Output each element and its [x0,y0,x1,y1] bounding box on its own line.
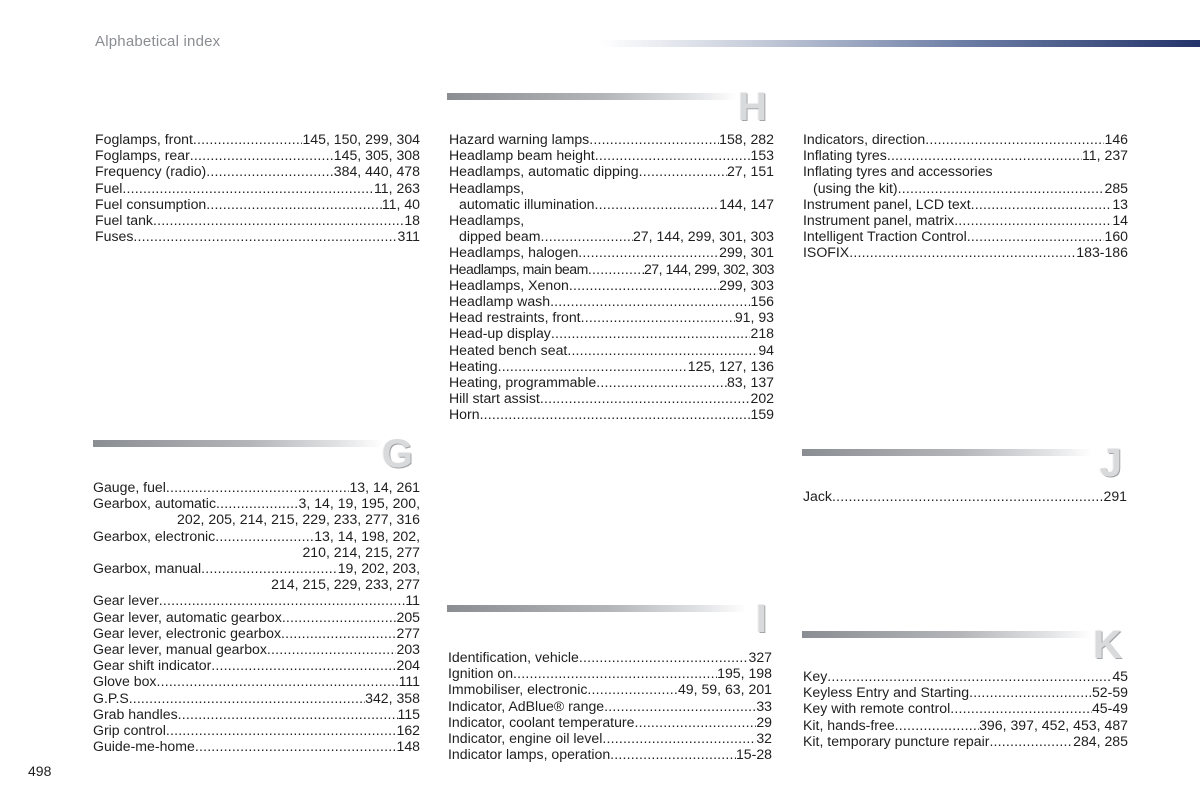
entry-term: automatic illumination [459,195,595,212]
dot-leader [604,698,756,714]
entry-pages: 284, 285 [1073,732,1128,749]
entry-pages: 145, 305, 308 [333,147,420,164]
index-entry [93,673,420,689]
index-entry [449,244,774,260]
entry-pages-continued: 210, 214, 215, 277 [302,543,420,560]
dot-leader [581,309,735,325]
entry-pages: 183-186 [1076,244,1128,261]
dot-leader [159,592,406,608]
index-entry [448,665,772,681]
dot-leader [587,681,678,697]
dot-leader [588,261,644,277]
section-g-letter: G [381,432,413,476]
entry-pages: 311 [397,228,420,245]
entry-pages-continued: 214, 215, 229, 233, 277 [271,576,420,593]
entry-pages: 13 [1112,195,1128,212]
entry-pages: 162 [396,722,420,739]
entry-pages: 203 [396,641,420,658]
dot-leader [281,625,396,641]
entry-term: Indicator, coolant temperature [448,713,635,730]
index-entry [803,147,1128,163]
entry-term: Fuel tank [95,212,153,229]
index-entry [449,374,774,390]
dot-leader [190,147,334,163]
entry-term: Intelligent Traction Control [803,228,967,245]
index-entry [448,681,772,697]
index-entry [95,196,420,212]
entry-pages: 396, 397, 452, 453, 487 [979,716,1128,733]
entry-pages: 32 [756,730,772,747]
entry-pages: 13, 14, 261 [349,479,420,495]
entry-pages: 13, 14, 198, 202, [314,527,420,544]
dot-leader [832,488,1104,504]
entry-pages: 384, 440, 478 [333,163,420,180]
entry-pages: 202 [750,390,774,407]
entry-pages: 91, 93 [734,309,774,326]
entry-pages: 153 [750,147,774,164]
dot-leader [849,244,1076,260]
entry-term: Ignition on [448,665,514,682]
index-entry [93,657,420,673]
index-entry [449,390,774,406]
index-entry [93,495,420,527]
entry-pages: 94 [758,341,774,358]
dot-leader [541,228,633,244]
dot-leader [969,684,1092,700]
entry-term: Frequency (radio) [95,163,207,180]
dot-leader [898,180,1105,196]
dot-leader [595,196,720,212]
dot-leader [133,690,365,706]
entry-pages: 11, 40 [381,195,420,212]
index-entry [93,690,420,706]
entry-pages: 159 [750,406,774,423]
index-entry [93,625,420,641]
entry-term: Identification, vehicle [448,649,579,665]
entry-pages: 299, 303 [719,276,774,293]
entry-pages: 218 [750,325,774,342]
index-entry [449,342,774,358]
section-f-entries [95,131,420,244]
index-entry [448,649,772,665]
section-j-entries [803,488,1127,504]
index-entry [93,560,420,592]
entry-pages: 144, 147 [719,195,774,212]
entry-pages: 145, 150, 299, 304 [302,131,420,147]
entry-pages: 27, 151 [726,163,774,180]
entry-term: Gear shift indicator [93,657,212,674]
index-entry [93,479,420,495]
entry-term: Hazard warning lamps [449,131,590,147]
dot-leader [551,325,751,341]
section-h-entries [449,131,774,423]
entry-term: Indicator, engine oil level [448,730,603,747]
dot-leader [540,390,751,406]
section-h-letter: H [738,85,767,129]
dot-leader [954,212,1112,228]
section-j-bar [802,449,1092,456]
dot-leader [133,228,397,244]
dot-leader [193,131,303,147]
index-entry [803,196,1128,212]
index-entry [93,738,420,754]
entry-term: Instrument panel, matrix [803,212,955,229]
entry-pages: 3, 14, 19, 195, 200, [298,495,420,512]
index-entry [448,746,772,762]
entry-pages: 327 [748,649,772,665]
index-entry [449,131,774,147]
page-number: 498 [28,763,52,779]
index-entry [449,325,774,341]
index-entry [803,700,1128,716]
index-entry [93,528,420,560]
dot-leader [595,147,751,163]
index-entry [803,244,1128,260]
dot-leader [480,406,751,422]
dot-leader [925,131,1104,147]
dot-leader [579,649,749,665]
section-h-bar [447,93,737,100]
dot-leader [589,131,719,147]
entry-pages: 14 [1112,212,1128,229]
index-entry [95,212,420,228]
entry-heading: Headlamps, [449,179,525,196]
entry-term: Gauge, fuel [93,479,166,495]
entry-pages: 45-49 [1091,700,1128,717]
index-entry [448,698,772,714]
dot-leader [610,746,736,762]
section-j-letter: J [1099,441,1122,485]
dot-leader [596,374,727,390]
index-entry [803,733,1128,749]
index-entry [95,228,420,244]
index-entry [95,163,420,179]
dot-leader [567,342,758,358]
entry-pages: 19, 202, 203, [337,560,420,577]
entry-pages: 27, 144, 299, 301, 303 [632,228,774,245]
index-entry [803,163,1128,195]
entry-pages: 18 [404,212,420,229]
dot-leader [498,358,688,374]
dot-leader [989,733,1073,749]
entry-term: dipped beam [459,228,541,245]
entry-term: Headlamp beam height [449,147,595,164]
index-entry [449,277,774,293]
entry-term: Foglamps, front [95,131,193,147]
index-entry [449,358,774,374]
header-title: Alphabetical index [95,33,221,50]
entry-term: Gear lever, electronic gearbox [93,624,282,641]
entry-term: Grip control [93,722,166,739]
entry-term: Jack [803,488,832,504]
entry-term: Grab handles [93,705,178,722]
dot-leader [206,196,382,212]
entry-pages: 291 [1103,488,1127,504]
entry-term: Heated bench seat [449,341,568,358]
index-entry [449,180,774,212]
dot-leader [122,180,374,196]
entry-term: Fuses [95,228,134,245]
entry-pages: 156 [750,293,774,310]
entry-pages: 111 [398,673,420,690]
dot-leader [578,244,719,260]
dot-leader [153,212,404,228]
index-entry [803,131,1128,147]
entry-term: Gear lever, automatic gearbox [93,608,282,625]
entry-term: Headlamps, main beam [449,260,588,277]
entry-term: Gearbox, manual [93,560,202,577]
index-entry [803,488,1127,504]
entry-term: Indicators, direction [803,131,926,147]
section-k-letter: K [1093,623,1122,667]
index-entry [93,592,420,608]
entry-pages: 125, 127, 136 [687,357,774,374]
index-entry [803,717,1128,733]
entry-term: Immobiliser, electronic [448,681,588,698]
entry-pages: 33 [756,697,772,714]
entry-term: Gearbox, automatic [93,495,216,512]
entry-term: Instrument panel, LCD text [803,195,971,212]
index-entry [93,706,420,722]
header-bar [600,40,1200,47]
index-entry [803,668,1128,684]
entry-term: Headlamps, halogen [449,244,579,261]
entry-term: ISOFIX [803,244,850,261]
index-entry [93,609,420,625]
entry-term: Heating, programmable [449,374,597,391]
entry-pages: 11 [405,592,420,609]
entry-pages: 45 [1112,668,1128,684]
entry-pages: 49, 59, 63, 201 [677,681,772,698]
index-entry [449,212,774,244]
dot-leader [895,717,979,733]
entry-pages: 299, 301 [719,244,774,261]
dot-leader [967,228,1105,244]
dot-leader [211,657,396,673]
entry-term: Guide-me-home [93,738,195,755]
entry-term: Head-up display [449,325,551,342]
entry-term: Keyless Entry and Starting [803,684,970,701]
entry-term: Horn [449,406,480,423]
index-entry [449,309,774,325]
dot-leader [950,700,1092,716]
section-i-heading [447,597,772,655]
entry-pages: 52-59 [1091,684,1128,701]
index-entry [93,722,420,738]
entry-term: Headlamp wash [449,293,551,310]
index-entry [803,684,1128,700]
dot-leader [569,277,719,293]
index-entry [449,163,774,179]
entry-pages: 83, 137 [726,374,774,391]
index-entry [449,147,774,163]
entry-term: Gear lever [93,592,159,609]
entry-term: Hill start assist [449,390,540,407]
entry-pages-continued: 202, 205, 214, 215, 229, 233, 277, 316 [177,511,420,528]
index-entry [448,714,772,730]
entry-pages: 160 [1104,228,1128,245]
section-i-letter: I [755,597,767,641]
entry-term: Headlamps, Xenon [449,276,569,293]
entry-term: Heating [449,357,498,374]
section-i-entries [448,649,772,762]
entry-pages: 148 [396,738,420,755]
entry-term: Foglamps, rear [95,147,190,164]
entry-pages: 158, 282 [719,131,774,147]
dot-leader [156,673,398,689]
section-k-entries [803,668,1128,749]
entry-pages: 277 [396,624,420,641]
index-entry [95,147,420,163]
entry-pages: 27, 144, 299, 302, 303 [643,260,774,277]
index-entry [803,228,1128,244]
entry-term: Key [803,668,828,684]
entry-term: Fuel consumption [95,195,207,212]
entry-term: Kit, hands-free [803,716,895,733]
dot-leader [827,668,1112,684]
entry-term: Kit, temporary puncture repair [803,732,990,749]
entry-term: Glove box [93,673,157,690]
entry-term: Gearbox, electronic [93,527,216,544]
entry-pages: 204 [396,657,420,674]
index-entry [803,212,1128,228]
index-entry [448,730,772,746]
entry-pages: 29 [756,713,772,730]
dot-leader [971,196,1113,212]
dot-leader [282,609,397,625]
dot-leader [201,560,338,576]
entry-pages: 285 [1104,179,1128,196]
entry-pages: 146 [1104,131,1128,147]
entry-pages: 205 [396,608,420,625]
entry-term: Key with remote control [803,700,951,717]
dot-leader [267,641,397,657]
entry-term: Head restraints, front [449,309,581,326]
entry-pages: 11, 263 [374,179,420,196]
entry-pages: 11, 237 [1082,147,1128,164]
dot-leader [206,163,334,179]
dot-leader [195,738,397,754]
entry-term: Headlamps, automatic dipping [449,163,639,180]
dot-leader [166,479,350,495]
entry-term: G.P.S. [93,689,133,706]
index-entry [95,131,420,147]
dot-leader [178,706,398,722]
dot-leader [639,163,727,179]
section-k-bar [802,631,1092,638]
entry-term: (using the kit) [813,179,898,196]
index-entry [95,180,420,196]
entry-term: Gear lever, manual gearbox [93,641,267,658]
section-g-entries [93,479,420,754]
dot-leader [550,293,750,309]
section-i-top-entries [803,131,1128,261]
entry-term: Inflating tyres [803,147,887,164]
entry-term: Fuel [95,179,123,196]
entry-term: Indicator, AdBlue® range [448,697,605,714]
entry-heading: Inflating tyres and accessories [803,163,993,180]
dot-leader [602,730,756,746]
index-entry [449,406,774,422]
dot-leader [887,147,1082,163]
entry-pages: 342, 358 [365,689,420,706]
index-entry [449,293,774,309]
entry-term: Indicator lamps, operation [448,746,611,763]
entry-pages: 15-28 [735,746,772,763]
dot-leader [166,722,397,738]
section-g-bar [93,440,383,447]
dot-leader [634,714,756,730]
index-entry [93,641,420,657]
entry-heading: Headlamps, [449,212,525,229]
dot-leader [513,665,717,681]
dot-leader [216,495,299,511]
entry-pages: 195, 198 [717,665,772,682]
section-i-bar [447,605,747,612]
entry-pages: 115 [397,705,420,722]
index-entry [449,261,774,277]
dot-leader [215,528,314,544]
